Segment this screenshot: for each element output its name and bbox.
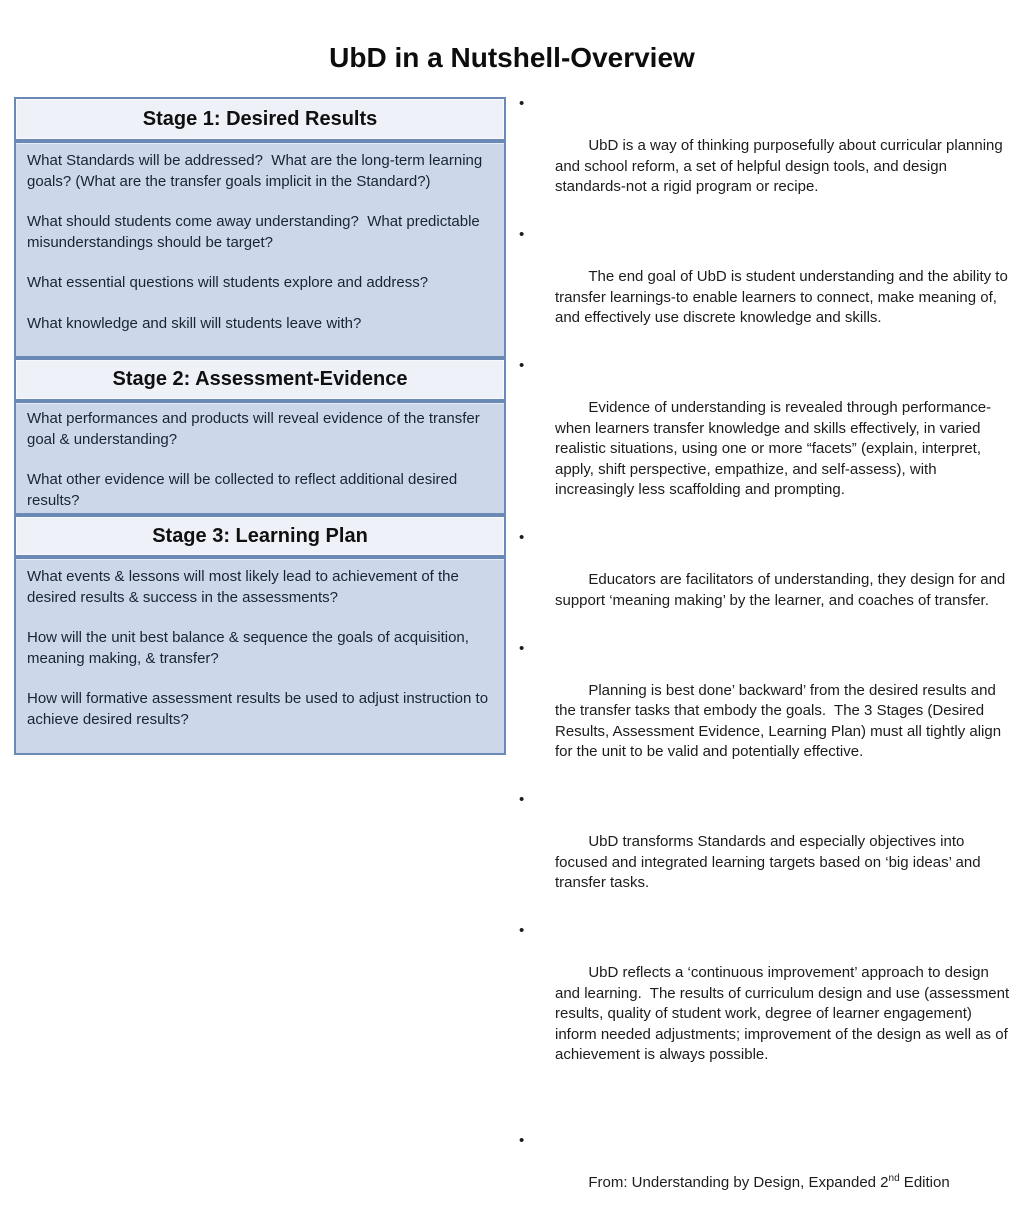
stage-2-header: Stage 2: Assessment-Evidence: [14, 358, 506, 401]
source-prefix: From: Understanding by Design, Expanded 2: [588, 1174, 889, 1191]
stage-3-header: Stage 3: Learning Plan: [14, 515, 506, 557]
slide-title: UbD in a Nutshell-Overview: [329, 42, 695, 73]
bullet-item-1: [517, 95, 1015, 218]
stages-column: [14, 97, 506, 755]
source-suffix: Edition: [899, 1174, 950, 1191]
stage-2-box: [14, 358, 506, 515]
stage-1-question-2: What should students come away understanding? What predictable misunderstandings should be target?: [27, 213, 484, 251]
bullet-dot-icon: •: [519, 529, 525, 546]
bullet-dot-icon: •: [519, 791, 525, 808]
overview-column: [517, 95, 1015, 1222]
bullet-dot-icon: •: [519, 95, 525, 112]
bullet-dot-icon: •: [519, 922, 525, 939]
bullet-text: Educators are facilitators of understanding, they design for and support ‘meaning making’ by the learner, and coaches of transfer.: [555, 571, 1010, 609]
source-ordinal-superscript: nd: [888, 1173, 900, 1184]
bullet-text: UbD reflects a ‘continuous improvement’ approach to design and learning. The results of curriculum design and use (assessment results, quality of student work, degree of learner engagement) inform needed adjustments; improvement of the design as well as of achievement is always possible.: [555, 964, 1014, 1063]
bullet-item-2: [517, 226, 1015, 349]
bullet-text: The end goal of UbD is student understanding and the ability to transfer learnings-to enable learners to connect, make meaning of, and effectively use discrete knowledge and skills.: [555, 268, 1012, 326]
bullet-item-7: [517, 922, 1015, 1086]
stage-2-body: [14, 401, 506, 515]
stage-3-body: [14, 557, 506, 755]
stage-1-question-3: What essential questions will students explore and address?: [27, 274, 429, 291]
stage-3-box: [14, 515, 506, 755]
bullet-item-4: [517, 529, 1015, 632]
stage-3-question-3: How will formative assessment results be used to adjust instruction to achieve desired results?: [27, 690, 493, 728]
stage-1-header: Stage 1: Desired Results: [14, 97, 506, 141]
stage-3-question-2: How will the unit best balance & sequence the goals of acquisition, meaning making, & transfer?: [27, 629, 474, 667]
bullet-dot-icon: •: [519, 357, 525, 374]
bullet-item-5: [517, 640, 1015, 784]
source-citation-item: [517, 1132, 1015, 1214]
bullet-dot-icon: •: [519, 639, 525, 657]
bullet-dot-icon: •: [519, 1132, 525, 1149]
stage-1-box: [14, 97, 506, 358]
bullet-text: UbD is a way of thinking purposefully about curricular planning and school reform, a set of helpful design tools, and design standards-not a rigid program or recipe.: [555, 137, 1007, 195]
overview-bullet-list: [517, 95, 1015, 1214]
source-citation-text: [588, 1174, 949, 1191]
bullet-text: UbD transforms Standards and especially objectives into focused and integrated learning targets based on ‘big ideas’ and transfer tasks.: [555, 833, 985, 891]
stage-2-question-2: What other evidence will be collected to reflect additional desired results?: [27, 471, 462, 509]
stage-1-question-4: What knowledge and skill will students leave with?: [27, 314, 362, 332]
stage-3-question-1: What events & lessons will most likely lead to achievement of the desired results & success in the assessments?: [27, 568, 464, 606]
stage-1-body: [14, 141, 506, 358]
bullet-text: Planning is best done’ backward’ from the desired results and the transfer tasks that embody the goals. The 3 Stages (Desired Results, Assessment Evidence, Learning Plan) must all tightly align for the unit to be valid and potentially effective.: [555, 681, 1006, 760]
stage-2-question-1: What performances and products will reveal evidence of the transfer goal & understanding?: [27, 410, 484, 448]
bullet-dot-icon: •: [519, 226, 525, 243]
bullet-item-6: [517, 791, 1015, 914]
bullet-text: Evidence of understanding is revealed through performance-when learners transfer knowledge and skills effectively, in varied realistic situations, using one or more “facets” (explain, interpret, apply, shift perspective, empathize, and self-assess), with increasingly less scaffolding and prompting.: [555, 399, 992, 498]
bullet-item-3: [517, 357, 1015, 521]
stage-1-question-1: What Standards will be addressed? What are the long-term learning goals? (What are the transfer goals implicit in the Standard?): [27, 152, 487, 190]
